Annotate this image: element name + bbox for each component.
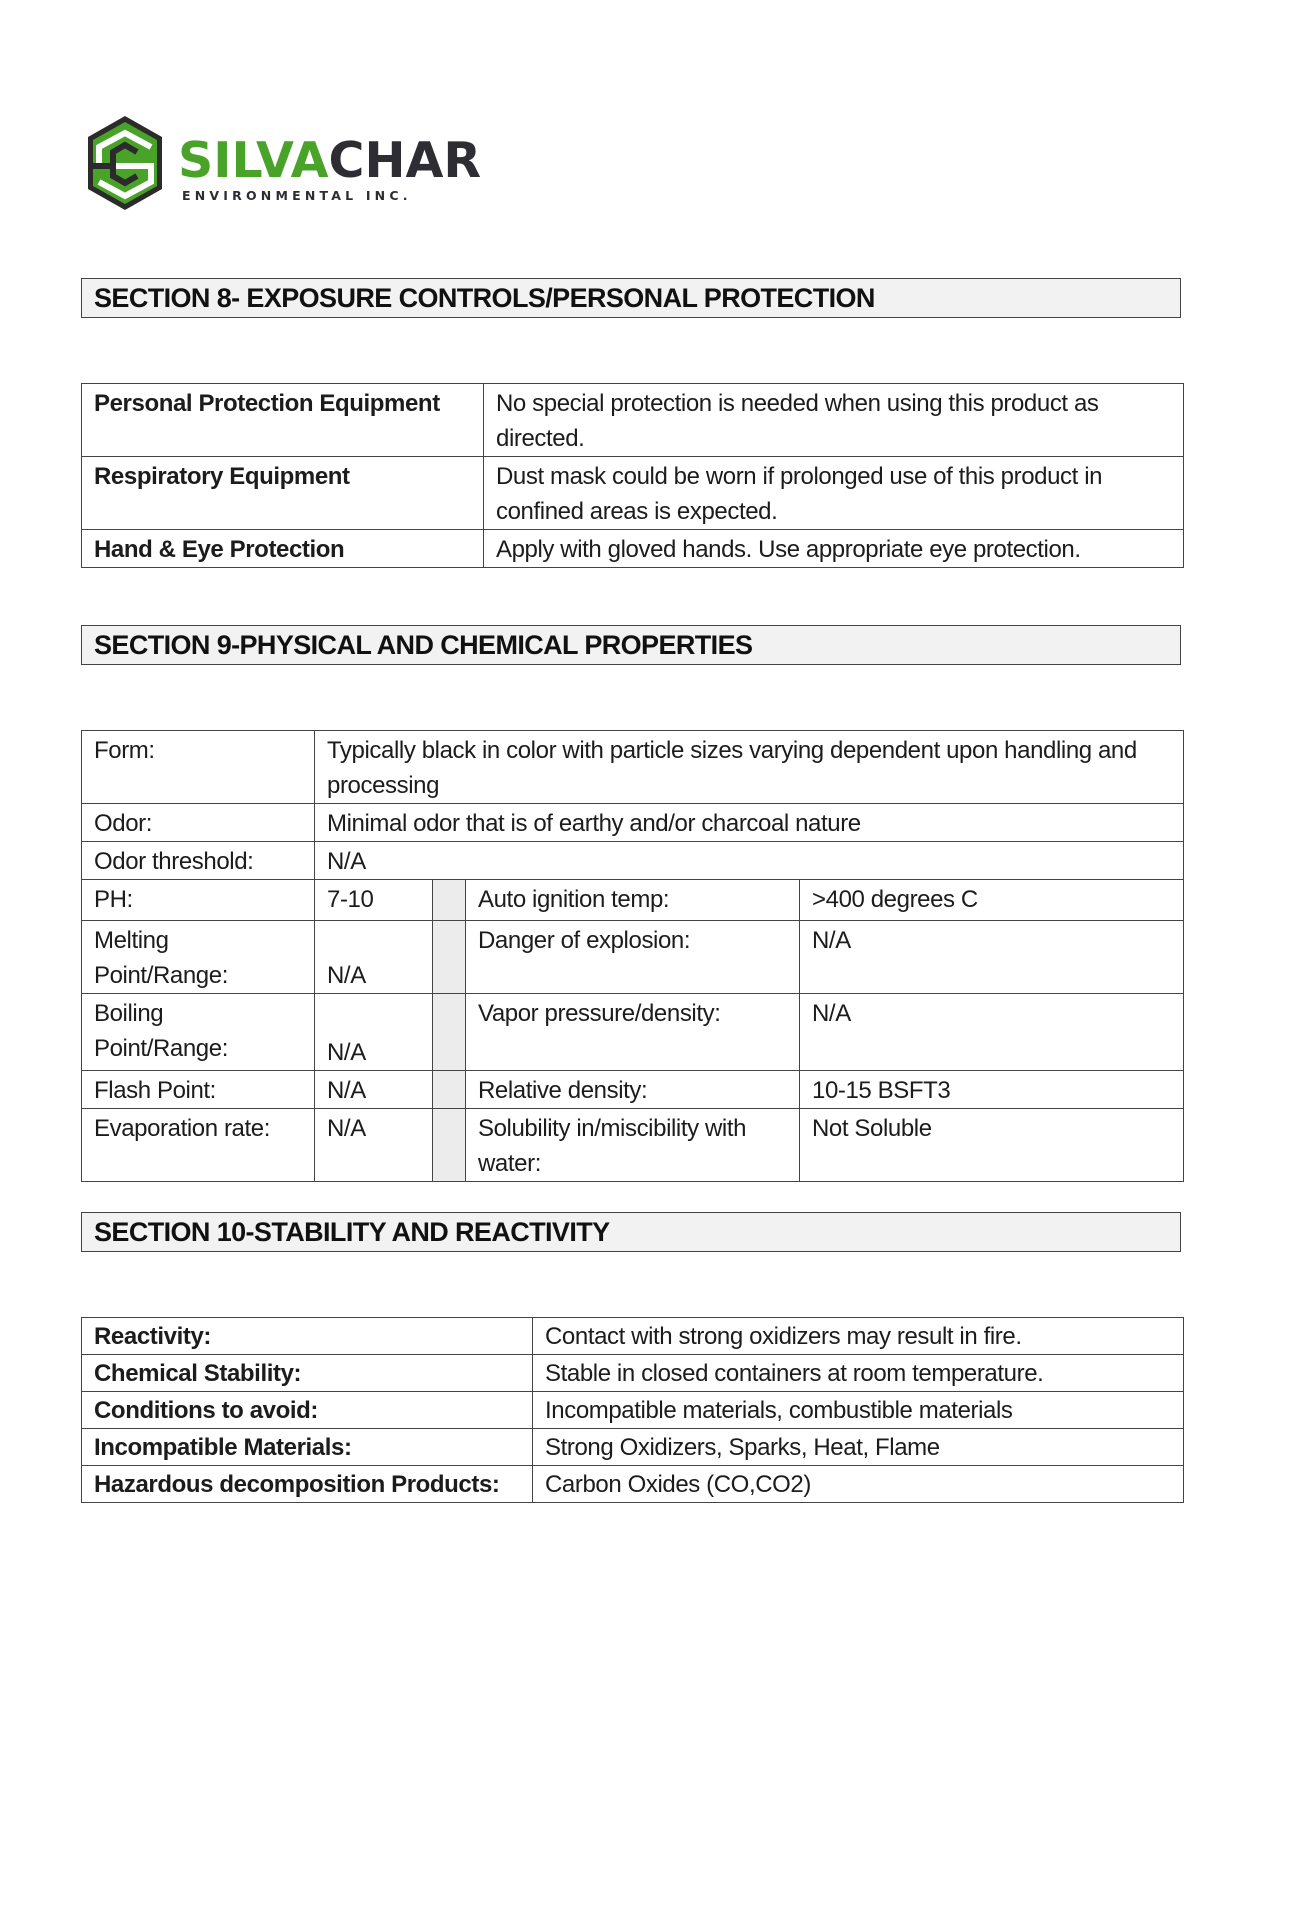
- row-value-2: >400 degrees C: [800, 880, 1184, 921]
- table-row: [82, 842, 1184, 880]
- row-label: Conditions to avoid:: [82, 1392, 533, 1429]
- row-label: Melting Point/Range:: [82, 921, 315, 994]
- row-value: N/A: [315, 842, 1184, 880]
- table-row: [82, 921, 1184, 994]
- row-value: 7-10: [315, 880, 433, 921]
- section-8-table: [81, 383, 1184, 568]
- row-label: Hand & Eye Protection: [82, 530, 484, 568]
- spacer-cell: [433, 1071, 466, 1109]
- row-value: Apply with gloved hands. Use appropriate eye protection.: [484, 530, 1184, 568]
- section-10-header: [81, 1212, 1181, 1252]
- row-value: Strong Oxidizers, Sparks, Heat, Flame: [533, 1429, 1184, 1466]
- table-row: [82, 1355, 1184, 1392]
- row-label-2: Vapor pressure/density:: [466, 994, 800, 1071]
- row-value: No special protection is needed when using this product as directed.: [484, 384, 1184, 457]
- row-value: N/A: [315, 994, 433, 1071]
- spacer-cell: [433, 1109, 466, 1182]
- row-label-2: Solubility in/miscibility with water:: [466, 1109, 800, 1182]
- table-row: [82, 880, 1184, 921]
- section-10-title: SECTION 10-STABILITY AND REACTIVITY: [94, 1217, 610, 1247]
- company-logo: [85, 114, 482, 214]
- silvachar-hexagon-s-logo-icon: [85, 114, 165, 212]
- row-label-2: Relative density:: [466, 1071, 800, 1109]
- row-label: Reactivity:: [82, 1318, 533, 1355]
- row-value: N/A: [315, 921, 433, 994]
- row-value-2: N/A: [800, 921, 1184, 994]
- row-label: PH:: [82, 880, 315, 921]
- row-value-2: 10-15 BSFT3: [800, 1071, 1184, 1109]
- row-label: Odor:: [82, 804, 315, 842]
- section-9-table: [81, 730, 1184, 1182]
- table-row: [82, 1109, 1184, 1182]
- table-row: [82, 1429, 1184, 1466]
- spacer-cell: [433, 921, 466, 994]
- row-label: Flash Point:: [82, 1071, 315, 1109]
- table-row: [82, 457, 1184, 530]
- spacer-cell: [433, 880, 466, 921]
- table-row: [82, 731, 1184, 804]
- brand-name: [178, 132, 482, 189]
- row-value: N/A: [315, 1109, 433, 1182]
- row-label: Boiling Point/Range:: [82, 994, 315, 1071]
- section-8-header: [81, 278, 1181, 318]
- table-row: [82, 384, 1184, 457]
- brand-tagline: ENVIRONMENTAL INC.: [182, 188, 412, 203]
- row-value: Contact with strong oxidizers may result in fire.: [533, 1318, 1184, 1355]
- table-row: [82, 530, 1184, 568]
- row-label: Hazardous decomposition Products:: [82, 1466, 533, 1503]
- row-label: Odor threshold:: [82, 842, 315, 880]
- brand-name-char: CHAR: [328, 132, 482, 189]
- row-value-2: N/A: [800, 994, 1184, 1071]
- row-value: Carbon Oxides (CO,CO2): [533, 1466, 1184, 1503]
- section-10-table: [81, 1317, 1184, 1503]
- row-value-2: Not Soluble: [800, 1109, 1184, 1182]
- row-label: Evaporation rate:: [82, 1109, 315, 1182]
- section-9-header: [81, 625, 1181, 665]
- table-row: [82, 994, 1184, 1071]
- row-label: Form:: [82, 731, 315, 804]
- row-value: Minimal odor that is of earthy and/or charcoal nature: [315, 804, 1184, 842]
- row-label: Incompatible Materials:: [82, 1429, 533, 1466]
- row-label-2: Danger of explosion:: [466, 921, 800, 994]
- row-label: Chemical Stability:: [82, 1355, 533, 1392]
- table-row: [82, 1318, 1184, 1355]
- table-row: [82, 1392, 1184, 1429]
- table-row: [82, 1071, 1184, 1109]
- row-value: Dust mask could be worn if prolonged use of this product in confined areas is expected.: [484, 457, 1184, 530]
- table-row: [82, 1466, 1184, 1503]
- row-label: Respiratory Equipment: [82, 457, 484, 530]
- row-value: Typically black in color with particle sizes varying dependent upon handling and processing: [315, 731, 1184, 804]
- row-value: Stable in closed containers at room temperature.: [533, 1355, 1184, 1392]
- row-value: Incompatible materials, combustible materials: [533, 1392, 1184, 1429]
- table-row: [82, 804, 1184, 842]
- section-8-title: SECTION 8- EXPOSURE CONTROLS/PERSONAL PROTECTION: [94, 283, 875, 313]
- section-9-title: SECTION 9-PHYSICAL AND CHEMICAL PROPERTIES: [94, 630, 753, 660]
- row-label-2: Auto ignition temp:: [466, 880, 800, 921]
- brand-name-silva: SILVA: [178, 132, 329, 189]
- spacer-cell: [433, 994, 466, 1071]
- row-value: N/A: [315, 1071, 433, 1109]
- row-label: Personal Protection Equipment: [82, 384, 484, 457]
